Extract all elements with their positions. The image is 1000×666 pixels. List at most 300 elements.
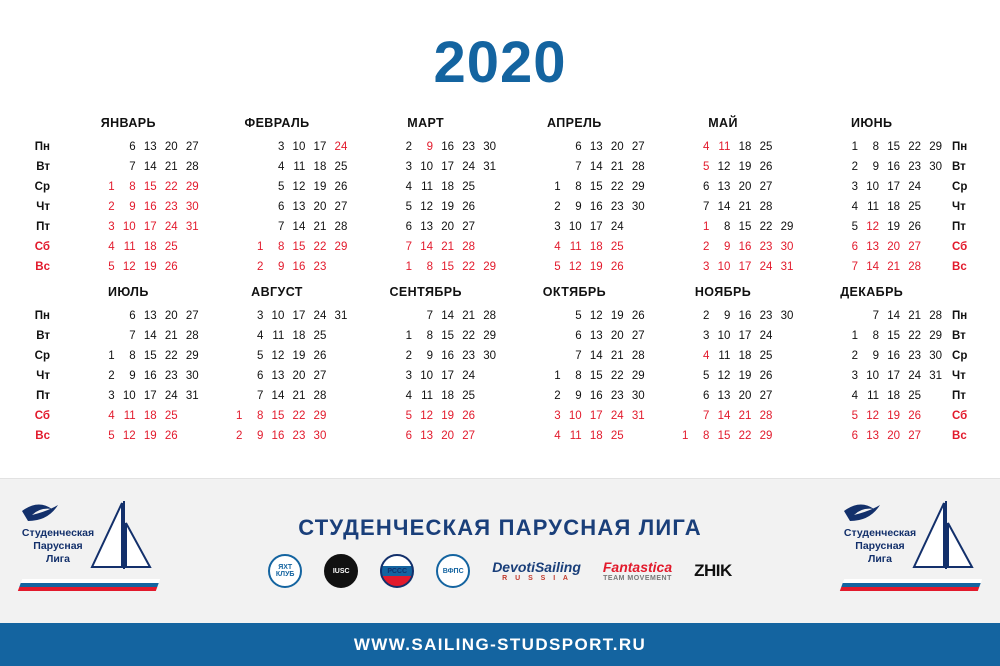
day-cell: 24 xyxy=(462,161,476,173)
day-cell: 24 xyxy=(334,141,348,153)
day-cell: 6 xyxy=(851,241,859,253)
devoti-sailing-label: DevotiSailing xyxy=(492,558,581,575)
month-days xyxy=(504,137,645,277)
day-cell: 24 xyxy=(610,221,624,233)
day-cell: 22 xyxy=(313,241,327,253)
day-cell: 15 xyxy=(441,330,455,342)
week-row xyxy=(653,406,794,426)
day-cell: 22 xyxy=(462,330,476,342)
day-cell: 8 xyxy=(872,141,880,153)
day-cell: 29 xyxy=(780,221,794,233)
week-row xyxy=(207,326,348,346)
day-cell: 30 xyxy=(483,141,497,153)
month-days xyxy=(801,306,942,446)
day-cell: 5 xyxy=(575,310,582,322)
week-row xyxy=(504,197,645,217)
month-name: ИЮНЬ xyxy=(850,116,893,130)
day-cell: 15 xyxy=(271,410,285,422)
day-cell: 9 xyxy=(872,161,880,173)
week-row xyxy=(801,197,942,217)
day-cell: 8 xyxy=(256,410,264,422)
league-logo-right xyxy=(836,493,986,611)
day-cell: 28 xyxy=(908,261,922,273)
day-cell: 8 xyxy=(702,430,710,442)
fantastica-sub: TEAM MOVEMENT xyxy=(603,574,672,582)
day-cell: 4 xyxy=(702,141,710,153)
day-cell: 20 xyxy=(292,370,306,382)
day-cell: 13 xyxy=(717,390,731,402)
day-cell: 19 xyxy=(589,261,603,273)
day-cell: 3 xyxy=(851,181,859,193)
day-cell: 8 xyxy=(575,370,582,382)
day-cell: 14 xyxy=(292,221,306,233)
day-cell: 5 xyxy=(702,161,710,173)
day-cell: 21 xyxy=(887,261,901,273)
day-cell: 2 xyxy=(702,241,710,253)
day-cell: 14 xyxy=(420,241,434,253)
day-cell: 18 xyxy=(589,430,603,442)
day-cell: 10 xyxy=(568,410,582,422)
week-row xyxy=(207,237,348,257)
day-cell: 18 xyxy=(738,350,752,362)
day-cell: 28 xyxy=(929,310,943,322)
month-name: МАРТ xyxy=(407,116,445,130)
partner-logos xyxy=(0,553,1000,589)
weekday-label-sat: Сб xyxy=(952,241,968,253)
day-cell: 18 xyxy=(313,161,327,173)
day-cell: 7 xyxy=(872,310,880,322)
day-cell: 30 xyxy=(313,430,327,442)
day-cell: 4 xyxy=(405,181,413,193)
day-cell: 21 xyxy=(610,350,624,362)
day-cell: 11 xyxy=(867,201,880,213)
day-cell: 18 xyxy=(738,141,752,153)
day-cell: 9 xyxy=(129,201,136,213)
day-cell: 18 xyxy=(887,201,901,213)
day-cell: 14 xyxy=(887,310,901,322)
day-cell: 11 xyxy=(421,181,434,193)
week-row xyxy=(355,386,496,406)
week-row xyxy=(58,386,199,406)
day-cell: 25 xyxy=(908,201,922,213)
day-cell: 8 xyxy=(426,330,434,342)
week-row xyxy=(801,306,942,326)
month-name: МАЙ xyxy=(708,116,738,130)
day-cell: 16 xyxy=(292,261,306,273)
month-january xyxy=(54,114,203,277)
day-cell: 2 xyxy=(405,141,413,153)
day-cell: 6 xyxy=(256,370,264,382)
day-cell: 23 xyxy=(164,370,178,382)
day-cell: 10 xyxy=(568,221,582,233)
week-row xyxy=(801,257,942,277)
weekday-label-sun: Вс xyxy=(952,430,967,442)
day-cell: 7 xyxy=(129,161,136,173)
day-cell: 26 xyxy=(908,221,922,233)
week-row xyxy=(801,366,942,386)
day-cell: 25 xyxy=(462,390,476,402)
week-row xyxy=(58,406,199,426)
week-row xyxy=(653,426,794,446)
day-cell: 21 xyxy=(164,330,178,342)
day-cell: 18 xyxy=(441,181,455,193)
week-row xyxy=(355,177,496,197)
day-cell: 7 xyxy=(129,330,136,342)
month-december xyxy=(797,283,946,446)
day-cell: 28 xyxy=(483,310,497,322)
month-october xyxy=(500,283,649,446)
weekday-label-fri: Пт xyxy=(36,221,50,233)
week-row xyxy=(207,386,348,406)
day-cell: 19 xyxy=(738,370,752,382)
day-cell: 25 xyxy=(908,390,922,402)
day-cell: 13 xyxy=(143,310,157,322)
day-cell: 13 xyxy=(420,221,434,233)
day-cell: 5 xyxy=(702,370,710,382)
day-cell: 25 xyxy=(334,161,348,173)
week-row xyxy=(207,157,348,177)
day-cell: 19 xyxy=(441,201,455,213)
calendar-row-second-half xyxy=(20,283,980,446)
week-row xyxy=(58,426,199,446)
day-cell: 30 xyxy=(780,310,794,322)
day-cell: 8 xyxy=(872,330,880,342)
devoti-sailing-sub: R U S S I A xyxy=(502,574,571,582)
day-cell: 6 xyxy=(575,141,582,153)
day-cell: 14 xyxy=(143,161,157,173)
day-cell: 25 xyxy=(610,430,624,442)
week-row xyxy=(207,177,348,197)
day-cell: 26 xyxy=(908,410,922,422)
day-cell: 1 xyxy=(405,261,413,273)
day-cell: 15 xyxy=(589,370,603,382)
day-cell: 25 xyxy=(462,181,476,193)
day-cell: 24 xyxy=(908,370,922,382)
brand-title: СТУДЕНЧЕСКАЯ ПАРУСНАЯ ЛИГА xyxy=(298,515,702,540)
day-cell: 30 xyxy=(929,161,943,173)
month-name: ДЕКАБРЬ xyxy=(840,285,904,299)
weekday-label-tue: Вт xyxy=(36,330,50,342)
week-row xyxy=(207,426,348,446)
weekday-labels-left-bottom xyxy=(20,283,54,446)
day-cell: 7 xyxy=(256,390,264,402)
day-cell: 3 xyxy=(851,370,859,382)
day-cell: 25 xyxy=(313,330,327,342)
day-cell: 5 xyxy=(108,261,115,273)
week-row xyxy=(355,137,496,157)
week-row xyxy=(207,406,348,426)
month-days xyxy=(653,137,794,277)
day-cell: 3 xyxy=(108,221,115,233)
weekday-label-fri: Пт xyxy=(952,221,966,233)
day-cell: 17 xyxy=(143,390,157,402)
day-cell: 22 xyxy=(738,430,752,442)
week-row xyxy=(58,326,199,346)
day-cell: 13 xyxy=(420,430,434,442)
day-cell: 4 xyxy=(554,430,561,442)
day-cell: 30 xyxy=(780,241,794,253)
week-row xyxy=(355,326,496,346)
week-row xyxy=(58,306,199,326)
day-cell: 25 xyxy=(164,241,178,253)
week-row xyxy=(355,217,496,237)
day-cell: 7 xyxy=(575,350,582,362)
day-cell: 17 xyxy=(313,141,327,153)
day-cell: 6 xyxy=(702,390,710,402)
day-cell: 18 xyxy=(441,390,455,402)
day-cell: 16 xyxy=(887,161,901,173)
week-row xyxy=(653,137,794,157)
day-cell: 18 xyxy=(589,241,603,253)
day-cell: 12 xyxy=(589,310,603,322)
day-cell: 16 xyxy=(738,310,752,322)
day-cell: 9 xyxy=(723,241,731,253)
week-row xyxy=(504,257,645,277)
day-cell: 22 xyxy=(759,221,773,233)
week-row xyxy=(58,217,199,237)
day-cell: 25 xyxy=(759,350,773,362)
day-cell: 29 xyxy=(185,350,199,362)
week-row xyxy=(653,197,794,217)
day-cell: 1 xyxy=(405,330,413,342)
day-cell: 3 xyxy=(405,161,413,173)
badge-line-1: Студенческая xyxy=(843,527,917,539)
day-cell: 21 xyxy=(462,310,476,322)
day-cell: 4 xyxy=(277,161,285,173)
day-cell: 28 xyxy=(462,241,476,253)
weekday-label-thu: Чт xyxy=(36,201,50,213)
day-cell: 15 xyxy=(589,181,603,193)
day-cell: 20 xyxy=(887,241,901,253)
website-url-bar[interactable] xyxy=(0,623,1000,666)
day-cell: 24 xyxy=(462,370,476,382)
day-cell: 10 xyxy=(866,370,880,382)
month-august xyxy=(203,283,352,446)
week-row xyxy=(504,137,645,157)
day-cell: 7 xyxy=(405,241,413,253)
day-cell: 11 xyxy=(421,390,434,402)
day-cell: 12 xyxy=(717,161,731,173)
week-row xyxy=(801,406,942,426)
day-cell: 4 xyxy=(851,201,859,213)
day-cell: 27 xyxy=(631,141,645,153)
day-cell: 26 xyxy=(759,161,773,173)
page-title: 2020 xyxy=(433,30,567,95)
day-cell: 27 xyxy=(908,241,922,253)
day-cell: 16 xyxy=(589,201,603,213)
week-row xyxy=(504,366,645,386)
day-cell: 6 xyxy=(702,181,710,193)
day-cell: 2 xyxy=(108,201,115,213)
day-cell: 30 xyxy=(929,350,943,362)
day-cell: 15 xyxy=(143,350,157,362)
day-cell: 15 xyxy=(717,430,731,442)
day-cell: 23 xyxy=(908,161,922,173)
day-cell: 10 xyxy=(866,181,880,193)
week-row xyxy=(653,177,794,197)
day-cell: 8 xyxy=(723,221,731,233)
day-cell: 16 xyxy=(589,390,603,402)
month-days xyxy=(58,137,199,277)
day-cell: 25 xyxy=(610,241,624,253)
badge-line-1: Студенческая xyxy=(21,527,95,539)
day-cell: 21 xyxy=(610,161,624,173)
day-cell: 13 xyxy=(589,330,603,342)
day-cell: 17 xyxy=(143,221,157,233)
calendar-row-first-half xyxy=(20,114,980,277)
day-cell: 22 xyxy=(164,181,178,193)
day-cell: 3 xyxy=(702,261,710,273)
week-row xyxy=(801,386,942,406)
month-name: СЕНТЯБРЬ xyxy=(389,285,462,299)
day-cell: 23 xyxy=(313,261,327,273)
day-cell: 10 xyxy=(271,310,285,322)
week-row xyxy=(207,217,348,237)
weekday-label-sat: Сб xyxy=(34,410,50,422)
day-cell: 7 xyxy=(426,310,434,322)
weekday-label-sat: Сб xyxy=(34,241,50,253)
day-cell: 3 xyxy=(554,221,561,233)
month-march xyxy=(351,114,500,277)
day-cell: 15 xyxy=(887,330,901,342)
day-cell: 28 xyxy=(759,201,773,213)
day-cell: 20 xyxy=(164,310,178,322)
day-cell: 12 xyxy=(292,181,306,193)
day-cell: 29 xyxy=(483,330,497,342)
day-cell: 30 xyxy=(631,201,645,213)
day-cell: 1 xyxy=(235,410,243,422)
day-cell: 10 xyxy=(717,261,731,273)
day-cell: 16 xyxy=(441,350,455,362)
day-cell: 8 xyxy=(277,241,285,253)
day-cell: 31 xyxy=(780,261,794,273)
iusc-logo: IUSC xyxy=(324,554,358,588)
day-cell: 2 xyxy=(554,201,561,213)
day-cell: 18 xyxy=(143,410,157,422)
week-row xyxy=(207,306,348,326)
week-row xyxy=(355,406,496,426)
website-url[interactable]: WWW.SAILING-STUDSPORT.RU xyxy=(353,634,647,654)
month-name: ОКТЯБРЬ xyxy=(542,285,606,299)
day-cell: 6 xyxy=(129,310,136,322)
day-cell: 7 xyxy=(575,161,582,173)
day-cell: 27 xyxy=(759,390,773,402)
day-cell: 3 xyxy=(405,370,413,382)
month-name: АПРЕЛЬ xyxy=(547,116,602,130)
fantastica-label: Fantastica xyxy=(602,558,673,575)
day-cell: 23 xyxy=(759,241,773,253)
weekday-label-thu: Чт xyxy=(952,370,966,382)
badge-line-2: Парусная xyxy=(33,540,83,552)
day-cell: 31 xyxy=(929,370,943,382)
month-july xyxy=(54,283,203,446)
weekday-label-sun: Вс xyxy=(952,261,967,273)
weekday-label-mon: Пн xyxy=(952,141,968,153)
yacht-club-logo: ЯХТ КЛУБ xyxy=(268,554,302,588)
week-row xyxy=(58,197,199,217)
sailing-federation-logo: ВФПС xyxy=(436,554,470,588)
day-cell: 27 xyxy=(313,370,327,382)
day-cell: 25 xyxy=(759,141,773,153)
day-cell: 12 xyxy=(420,410,434,422)
week-row xyxy=(801,237,942,257)
day-cell: 11 xyxy=(867,390,880,402)
day-cell: 28 xyxy=(185,330,199,342)
day-cell: 2 xyxy=(702,310,710,322)
day-cell: 11 xyxy=(718,350,731,362)
zhik-logo: ZHIK xyxy=(694,561,732,581)
devoti-sailing-logo xyxy=(492,560,581,582)
day-cell: 8 xyxy=(129,350,136,362)
day-cell: 5 xyxy=(851,410,859,422)
day-cell: 28 xyxy=(631,350,645,362)
week-row xyxy=(504,326,645,346)
day-cell: 28 xyxy=(334,221,348,233)
day-cell: 17 xyxy=(887,370,901,382)
day-cell: 10 xyxy=(122,390,136,402)
weekday-label-thu: Чт xyxy=(952,201,966,213)
day-cell: 11 xyxy=(718,141,731,153)
day-cell: 29 xyxy=(929,330,943,342)
day-cell: 13 xyxy=(589,141,603,153)
weekday-label-mon: Пн xyxy=(34,141,50,153)
day-cell: 15 xyxy=(292,241,306,253)
day-cell: 23 xyxy=(462,141,476,153)
week-row xyxy=(355,237,496,257)
week-row xyxy=(504,346,645,366)
day-cell: 15 xyxy=(887,141,901,153)
day-cell: 8 xyxy=(575,181,582,193)
day-cell: 27 xyxy=(908,430,922,442)
day-cell: 14 xyxy=(271,390,285,402)
day-cell: 29 xyxy=(631,370,645,382)
day-cell: 31 xyxy=(631,410,645,422)
day-cell: 4 xyxy=(108,241,115,253)
week-row xyxy=(355,306,496,326)
day-cell: 14 xyxy=(589,161,603,173)
day-cell: 6 xyxy=(129,141,136,153)
day-cell: 20 xyxy=(313,201,327,213)
day-cell: 12 xyxy=(122,261,136,273)
day-cell: 4 xyxy=(108,410,115,422)
day-cell: 3 xyxy=(277,141,285,153)
day-cell: 16 xyxy=(887,350,901,362)
week-row xyxy=(504,157,645,177)
day-cell: 22 xyxy=(462,261,476,273)
day-cell: 1 xyxy=(851,330,859,342)
month-days xyxy=(653,306,794,446)
weekday-labels-left-top xyxy=(20,114,54,277)
day-cell: 31 xyxy=(334,310,348,322)
day-cell: 20 xyxy=(610,330,624,342)
day-cell: 26 xyxy=(759,370,773,382)
day-cell: 14 xyxy=(143,330,157,342)
day-cell: 29 xyxy=(313,410,327,422)
day-cell: 4 xyxy=(702,350,710,362)
day-cell: 24 xyxy=(908,181,922,193)
day-cell: 20 xyxy=(887,430,901,442)
day-cell: 5 xyxy=(256,350,264,362)
week-row xyxy=(58,366,199,386)
fantastica-logo xyxy=(603,560,672,582)
day-cell: 17 xyxy=(292,310,306,322)
day-cell: 17 xyxy=(887,181,901,193)
month-april xyxy=(500,114,649,277)
day-cell: 5 xyxy=(277,181,285,193)
day-cell: 20 xyxy=(164,141,178,153)
day-cell: 24 xyxy=(164,390,178,402)
day-cell: 4 xyxy=(256,330,264,342)
